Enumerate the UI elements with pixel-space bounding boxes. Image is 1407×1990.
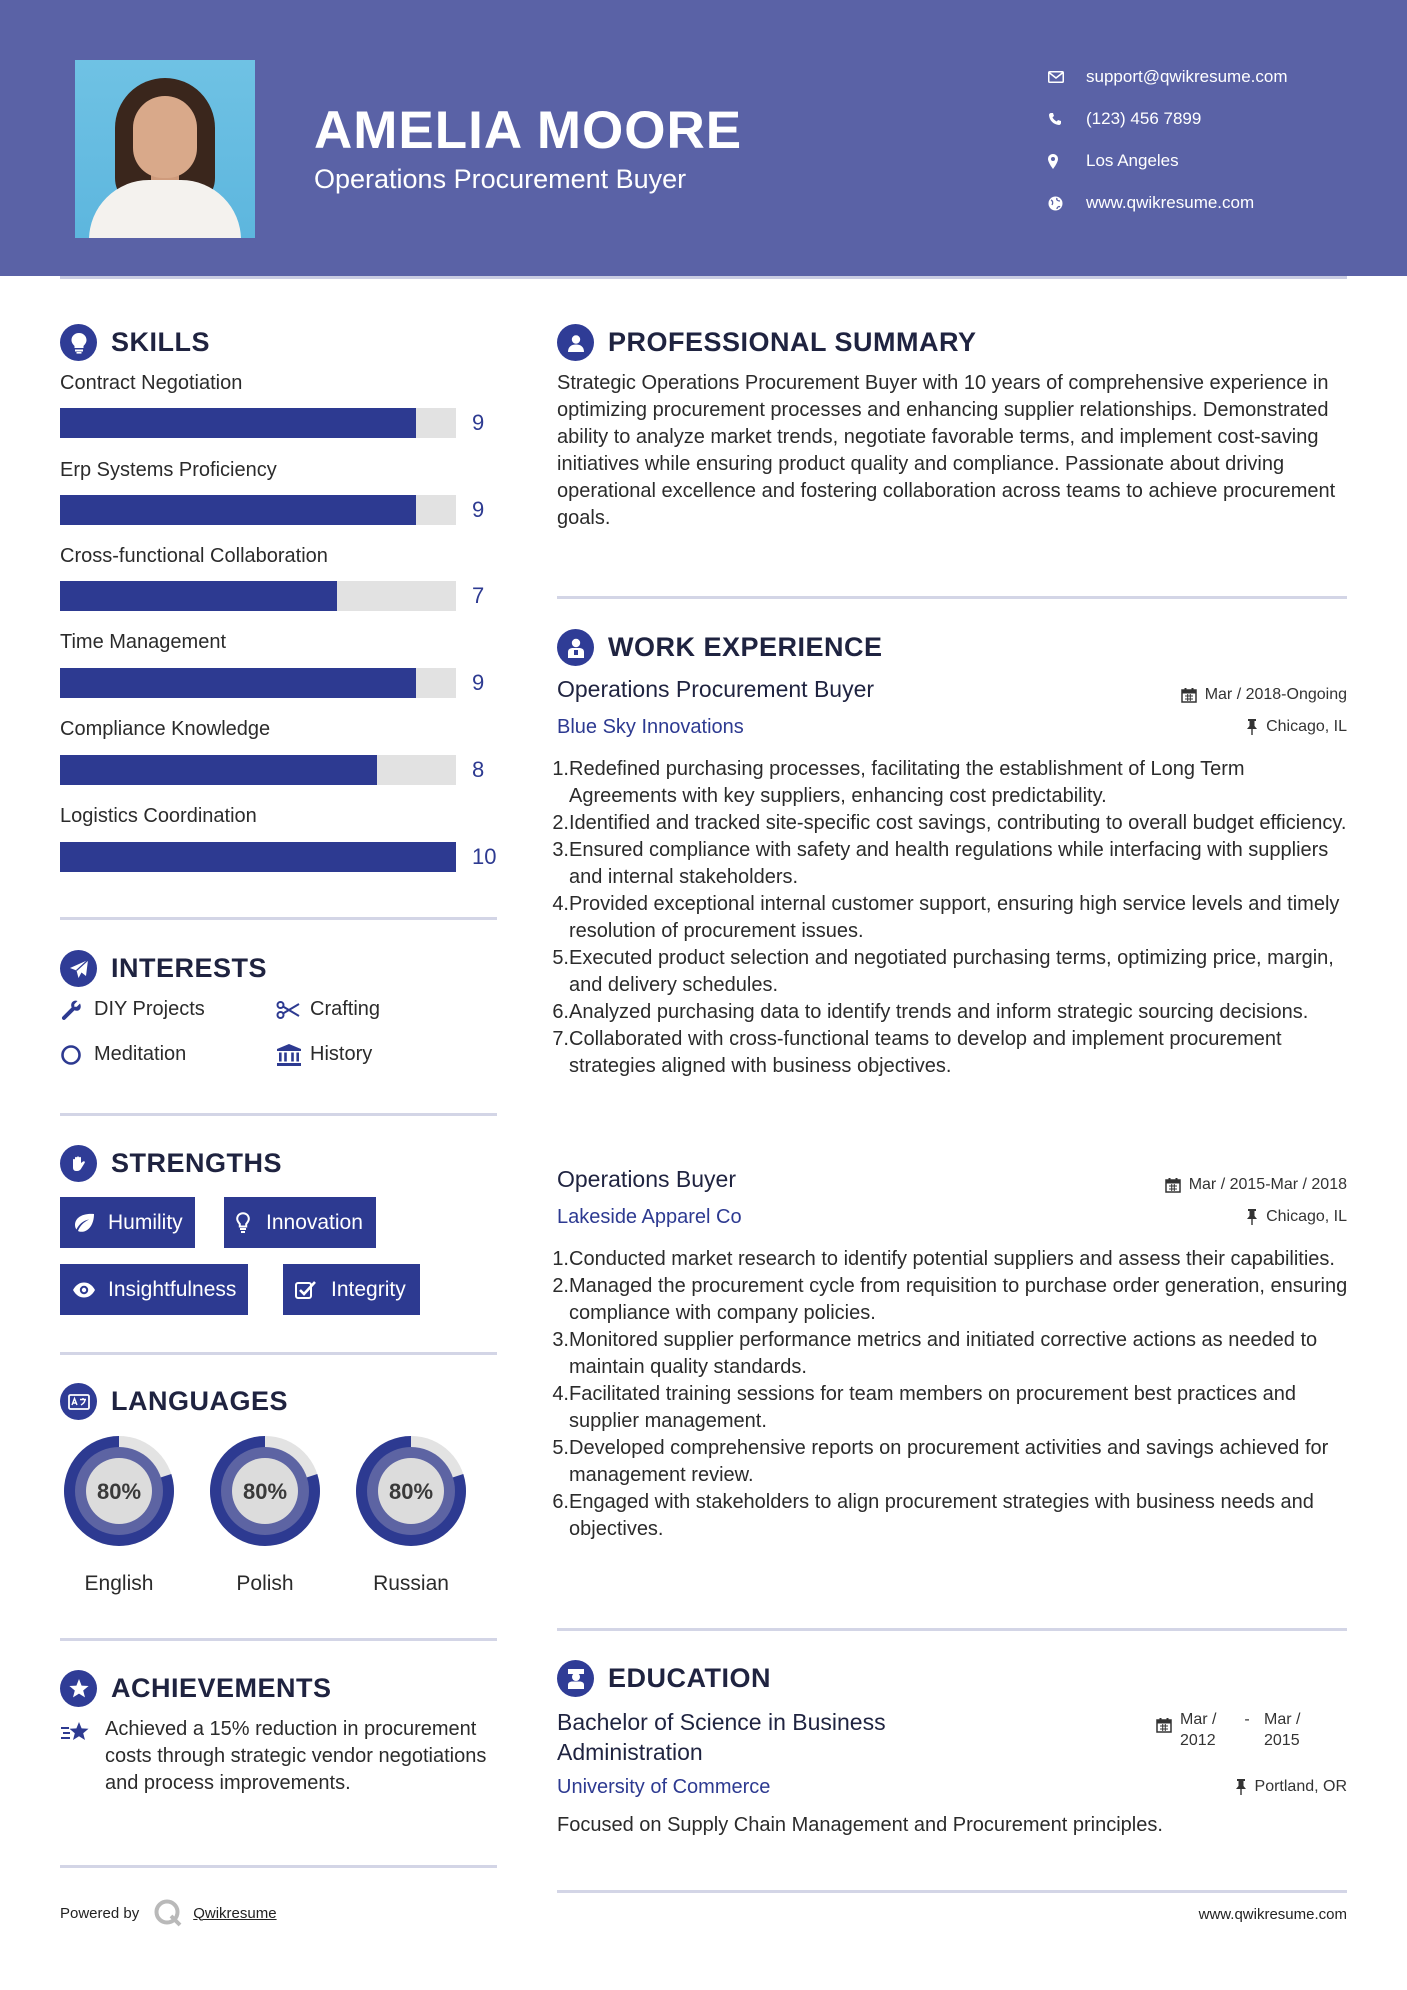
job-bullet: 2. Identified and tracked site-specific cost savings, contributing to overall budget efficiency.	[552, 812, 1347, 834]
strength-tag	[60, 1197, 195, 1248]
resume-header	[0, 0, 1407, 276]
skill-bar	[60, 495, 456, 525]
profile-photo	[75, 60, 255, 238]
job-bullet: 1. Conducted market research to identify potential suppliers and assess their capabilities.	[552, 1248, 1335, 1270]
contact-list	[1048, 56, 1288, 224]
job-bullet: 1. Redefined purchasing processes, facilitating the establishment of Long Term Agreements with key suppliers, enhancing cost predictability.	[552, 758, 1245, 807]
language-donut	[204, 1430, 326, 1552]
lightbulb-icon	[60, 324, 97, 361]
section-divider	[60, 1352, 497, 1355]
wrench-icon	[60, 999, 94, 1021]
skill-bar-fill	[60, 581, 337, 611]
achievement-text: Achieved a 15% reduction in procurement costs through strategic vendor negotiations and process improvements.	[105, 1718, 487, 1794]
education-degree: Bachelor of Science in Business Administration	[557, 1709, 886, 1765]
skills-title: SKILLS	[111, 327, 211, 357]
job-dates-text: Mar / 2018-Ongoing	[1204, 686, 1347, 703]
job-bullet: 6. Engaged with stakeholders to align procurement strategies with business needs and objectives.	[552, 1491, 1314, 1540]
checkbox-icon	[295, 1280, 331, 1300]
experience-heading	[557, 629, 883, 666]
languages-heading	[60, 1383, 288, 1420]
envelope-icon	[1048, 71, 1086, 83]
languages-title: LANGUAGES	[111, 1386, 289, 1416]
contact-email-text: support@qwikresume.com	[1086, 67, 1288, 86]
paper-plane-icon	[60, 950, 97, 987]
strength-label: Insightfulness	[108, 1277, 237, 1301]
skill-bar	[60, 842, 456, 872]
summary-title: PROFESSIONAL SUMMARY	[608, 327, 977, 357]
job-company: Blue Sky Innovations	[557, 716, 744, 738]
footer-brand-link[interactable]: Qwikresume	[193, 1904, 277, 1922]
interest-label: History	[310, 1043, 373, 1065]
skill-label: Cross-functional Collaboration	[60, 545, 328, 567]
job-bullet: 7. Collaborated with cross-functional teams to develop and implement procurement strategies aligned with business objectives.	[552, 1028, 1282, 1077]
skill-value: 8	[472, 757, 485, 782]
section-divider	[557, 1890, 1347, 1893]
job-bullets	[550, 1246, 1350, 1543]
skill-bar-fill	[60, 495, 416, 525]
skill-value: 9	[472, 497, 485, 522]
skill-label: Erp Systems Proficiency	[60, 459, 277, 481]
education-description: Focused on Supply Chain Management and Procurement principles.	[557, 1814, 1163, 1836]
language-percent: 80%	[388, 1479, 434, 1504]
graduate-icon	[557, 1660, 594, 1697]
language-donut	[350, 1430, 472, 1552]
strength-label: Humility	[108, 1210, 183, 1234]
interest-item	[60, 1043, 186, 1066]
candidate-name: AMELIA MOORE	[314, 101, 743, 160]
institution-icon	[276, 1044, 310, 1066]
section-divider	[60, 917, 497, 920]
user-icon	[557, 324, 594, 361]
interests-title: INTERESTS	[111, 953, 268, 983]
skill-label: Logistics Coordination	[60, 805, 257, 827]
strengths-heading	[60, 1145, 282, 1182]
section-divider	[60, 1865, 497, 1868]
phone-icon	[1048, 112, 1086, 126]
contact-phone-text: (123) 456 7899	[1086, 109, 1202, 128]
language-item	[350, 1430, 472, 1596]
strength-tag	[60, 1264, 248, 1315]
job-bullet: 3. Monitored supplier performance metrics and initiated corrective actions as needed to maintain quality standards.	[552, 1329, 1318, 1378]
education-start: Mar / 2012	[1180, 1711, 1217, 1749]
skill-bar	[60, 668, 456, 698]
skill-value: 10	[472, 844, 497, 869]
job-title: Operations Buyer	[557, 1166, 736, 1192]
leaf-icon	[72, 1213, 108, 1233]
job-bullets	[550, 756, 1350, 1080]
language-percent: 80%	[96, 1479, 142, 1504]
language-donut	[58, 1430, 180, 1552]
language-item	[204, 1430, 326, 1596]
calendar-icon	[1181, 687, 1197, 703]
education-title: EDUCATION	[608, 1663, 771, 1693]
qwikresume-logo-icon	[153, 1898, 183, 1928]
contact-website-text: www.qwikresume.com	[1086, 193, 1255, 212]
globe-icon	[1048, 196, 1086, 211]
job-location	[1246, 718, 1347, 736]
education-end: Mar / 2015	[1264, 1711, 1301, 1749]
calendar-icon	[1156, 1717, 1172, 1738]
candidate-title: Operations Procurement Buyer	[314, 164, 687, 194]
skill-value: 9	[472, 410, 485, 435]
job-bullet: 2. Managed the procurement cycle from requisition to purchase order generation, ensuring compliance with company policies.	[552, 1275, 1348, 1324]
job-bullet: 5. Developed comprehensive reports on procurement activities and savings achieved for management review.	[552, 1437, 1329, 1486]
pushpin-icon	[1246, 719, 1258, 735]
circle-icon	[60, 1044, 94, 1066]
summary-text: Strategic Operations Procurement Buyer with 10 years of comprehensive experience in optimizing procurement processes and enhancing supplier relationships. Demonstrated ability to analyze market trends, negotiate favorable terms, and implement cost-saving initiatives while ensuring product quality and compliance. Passionate about driving operational excellence and fostering collaboration across teams to achieve procurement goals.	[557, 372, 1336, 529]
education-location	[1235, 1778, 1347, 1796]
stars-icon	[60, 1716, 105, 1797]
scissors-icon	[276, 1001, 310, 1019]
job-bullet: 4. Provided exceptional internal customer support, ensuring high service levels and timely resolution of procurement issues.	[552, 893, 1340, 942]
fist-icon	[60, 1145, 97, 1182]
strength-tag	[224, 1197, 376, 1248]
achievement-item	[60, 1716, 500, 1797]
date-separator: -	[1244, 1711, 1250, 1728]
job-bullet: 6. Analyzed purchasing data to identify trends and inform strategic sourcing decisions.	[552, 1001, 1309, 1023]
interest-item	[60, 998, 205, 1021]
interests-heading	[60, 950, 267, 987]
job-company: Lakeside Apparel Co	[557, 1206, 742, 1228]
language-name: English	[84, 1572, 154, 1595]
summary-heading	[557, 324, 977, 361]
job-location-text: Chicago, IL	[1266, 718, 1347, 735]
interest-item	[276, 998, 380, 1021]
lightbulb-icon	[236, 1212, 266, 1234]
map-pin-icon	[1048, 154, 1086, 169]
job-dates-text: Mar / 2015-Mar / 2018	[1188, 1176, 1347, 1193]
section-divider	[557, 596, 1347, 599]
skill-label: Contract Negotiation	[60, 372, 243, 394]
achievements-title: ACHIEVEMENTS	[111, 1673, 332, 1703]
job-dates	[1181, 686, 1347, 704]
job-dates	[1165, 1176, 1347, 1194]
contact-location-text: Los Angeles	[1086, 151, 1179, 170]
skill-bar-fill	[60, 842, 456, 872]
eye-icon	[72, 1282, 108, 1298]
pushpin-icon	[1246, 1209, 1258, 1225]
skills-heading	[60, 324, 210, 361]
skill-bar-fill	[60, 408, 416, 438]
powered-by-text: Powered by	[60, 1904, 140, 1922]
language-name: Russian	[373, 1572, 449, 1595]
achievements-heading	[60, 1670, 332, 1707]
interest-label: Crafting	[310, 998, 381, 1020]
skill-label: Compliance Knowledge	[60, 718, 271, 740]
job-bullet: 4. Facilitated training sessions for team members on procurement best practices and supplier management.	[552, 1383, 1297, 1432]
job-bullet: 5. Executed product selection and negotiated purchasing terms, optimizing price, margin, and delivery schedules.	[552, 947, 1334, 996]
strengths-title: STRENGTHS	[111, 1148, 283, 1178]
education-location-text: Portland, OR	[1254, 1778, 1347, 1795]
header-divider	[60, 276, 1347, 279]
skill-label: Time Management	[60, 631, 226, 653]
strength-tag	[283, 1264, 420, 1315]
skill-bar	[60, 755, 456, 785]
briefcase-user-icon	[557, 629, 594, 666]
interest-label: Meditation	[94, 1043, 187, 1065]
calendar-icon	[1165, 1177, 1181, 1193]
footer-url[interactable]: www.qwikresume.com	[1198, 1906, 1347, 1923]
section-divider	[557, 1628, 1347, 1631]
experience-title: WORK EXPERIENCE	[608, 632, 883, 662]
interest-label: DIY Projects	[94, 998, 205, 1020]
education-school: University of Commerce	[557, 1776, 771, 1798]
section-divider	[60, 1113, 497, 1116]
strength-label: Innovation	[266, 1210, 363, 1234]
job-bullet: 3. Ensured compliance with safety and health regulations while interfacing with suppliers and internal stakeholders.	[552, 839, 1329, 888]
contact-phone[interactable]	[1048, 98, 1288, 140]
contact-location	[1048, 140, 1288, 182]
education-heading	[557, 1660, 771, 1697]
skill-bar-fill	[60, 755, 377, 785]
job-title: Operations Procurement Buyer	[557, 676, 875, 702]
job-location	[1246, 1208, 1347, 1226]
footer-powered-by	[60, 1898, 277, 1928]
language-percent: 80%	[242, 1479, 288, 1504]
contact-website[interactable]	[1048, 182, 1288, 224]
skill-bar-fill	[60, 668, 416, 698]
interest-item	[276, 1043, 372, 1066]
skill-bar	[60, 408, 456, 438]
contact-email[interactable]	[1048, 56, 1288, 98]
skill-value: 7	[472, 583, 485, 608]
section-divider	[60, 1638, 497, 1641]
pushpin-icon	[1235, 1779, 1247, 1795]
star-badge-icon	[60, 1670, 97, 1707]
language-name: Polish	[236, 1572, 294, 1595]
strength-label: Integrity	[331, 1277, 406, 1301]
skill-value: 9	[472, 670, 485, 695]
language-icon	[60, 1383, 97, 1420]
education-dates	[1156, 1709, 1314, 1751]
language-item	[58, 1430, 180, 1596]
skill-bar	[60, 581, 456, 611]
job-location-text: Chicago, IL	[1266, 1208, 1347, 1225]
